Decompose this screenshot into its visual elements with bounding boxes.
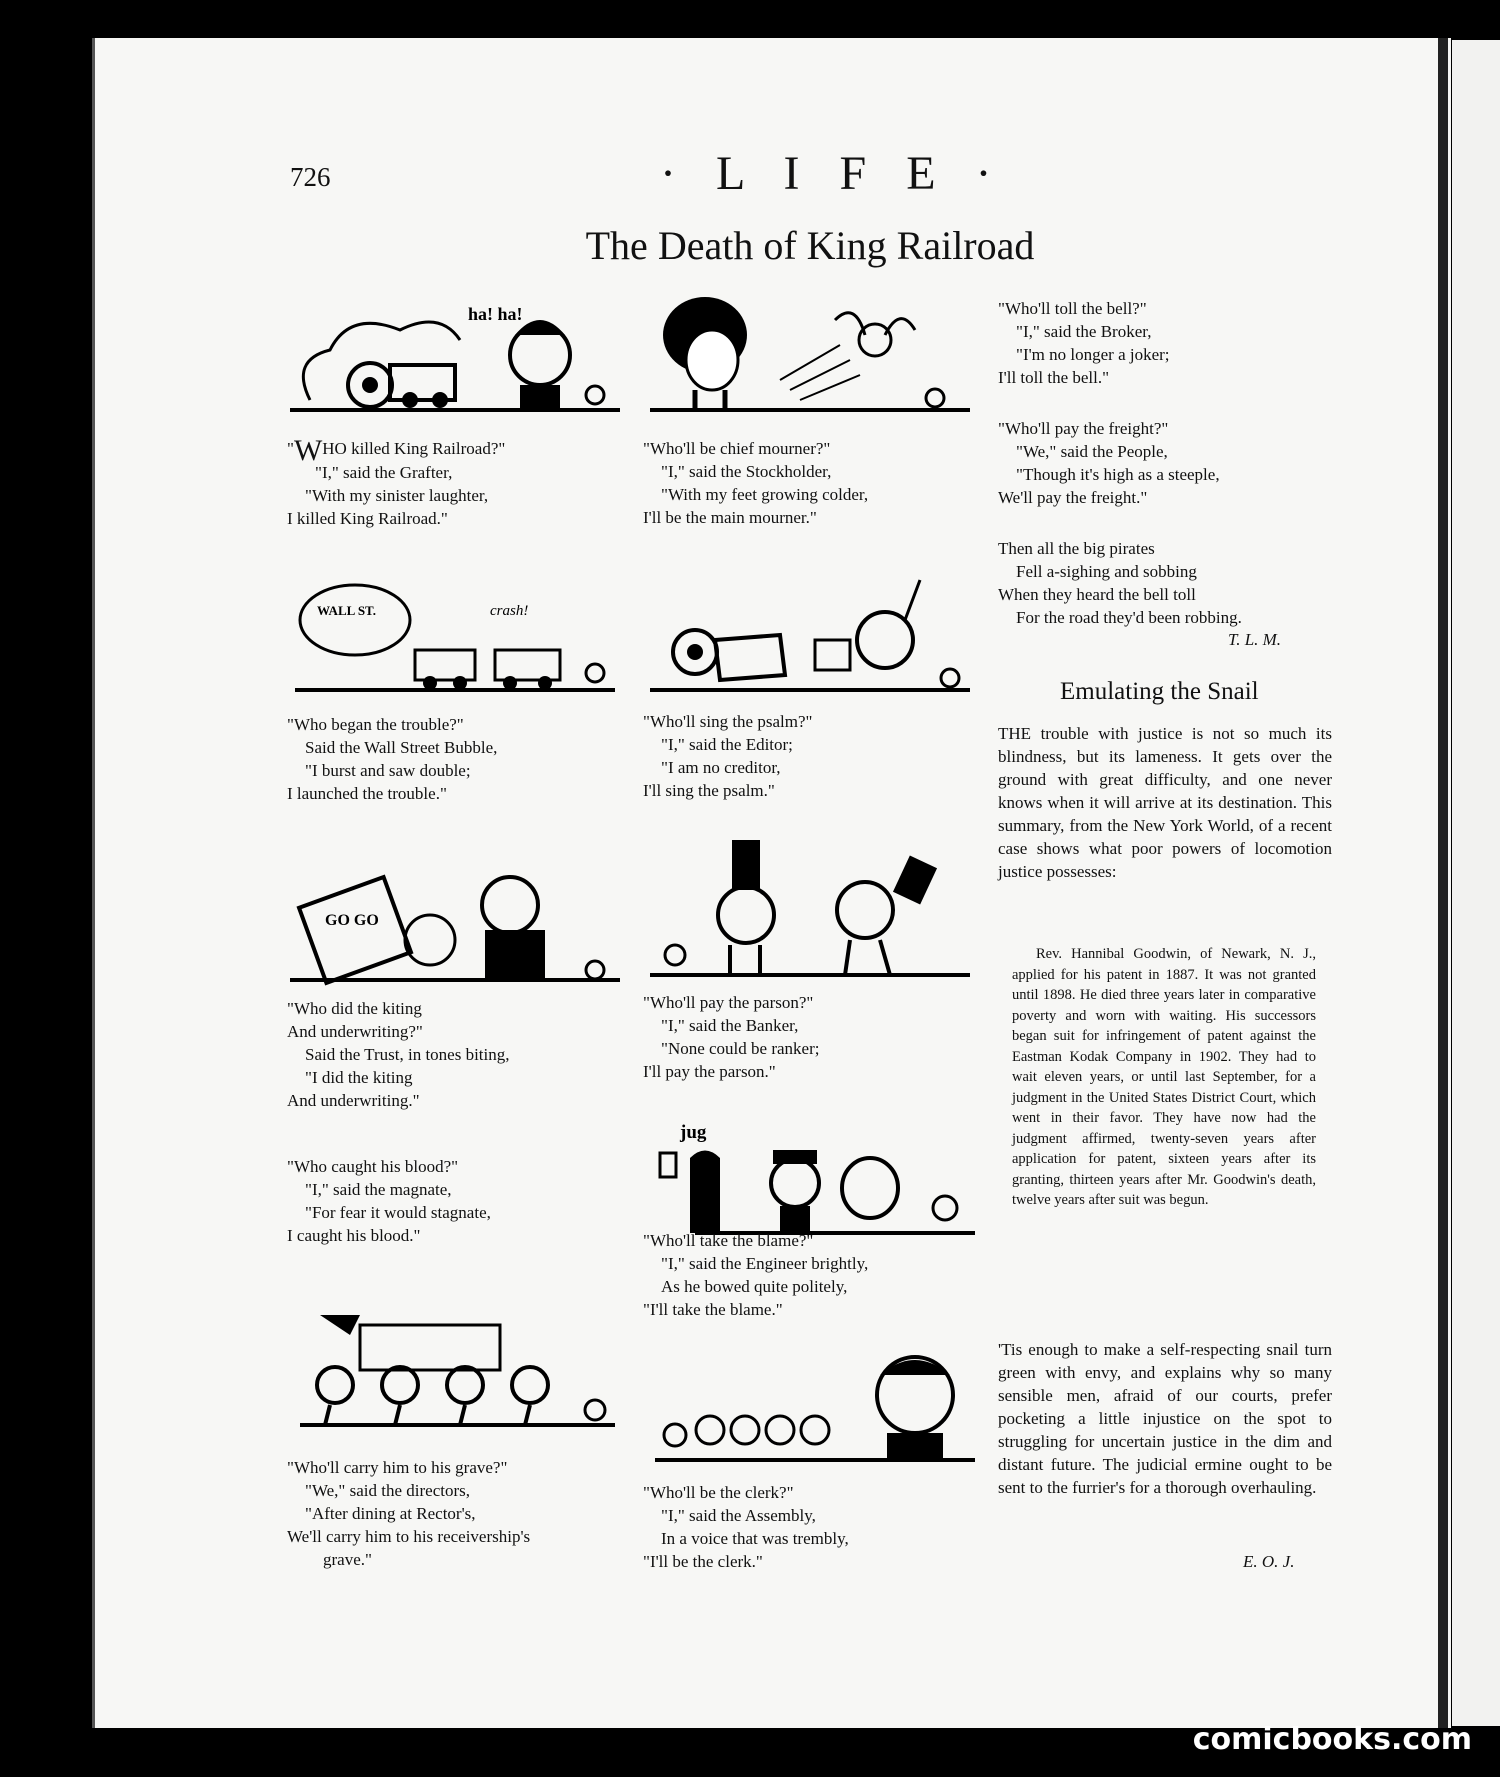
article-title: Emulating the Snail (1060, 678, 1259, 705)
verse-line: And underwriting." (287, 1091, 420, 1110)
cartoon-engineer-illustration (655, 1118, 975, 1238)
cartoon-directors-illustration (300, 1310, 615, 1430)
cartoon-editor-illustration (650, 580, 970, 695)
article-quote-text: Rev. Hannibal Goodwin, of Newark, N. J., applied for his patent in 1887. It was not granted until 1898. He died three years later in comparative poverty and worn with waiting. His successors began suit for infringement of patent against the Eastman Kodak Company in 1902. They had to wait eleven years, or until last September, for a judgment in the United States District Court, which went in their favor. They have now had the judgment affirmed, twenty-seven years after application for patent, sixteen years after its granting, thirteen years after Mr. Goodwin's death, twelve years after suit was begun. (1012, 946, 1316, 1208)
verse-line: "Who'll pay the parson?" (643, 993, 814, 1012)
verse-line: "I'm no longer a joker; (1016, 345, 1170, 364)
verse-line: "Though it's high as a steeple, (1016, 465, 1220, 484)
verse-line: "I'll be the clerk." (643, 1552, 763, 1571)
article-paragraph-2 (998, 1338, 1332, 1499)
verse-line: "Who'll toll the bell?" (998, 299, 1147, 318)
verse-line: "Who'll carry him to his grave?" (287, 1458, 508, 1477)
article-paragraph-1 (998, 722, 1332, 883)
masthead: · L I F E · (660, 147, 1006, 200)
verse-line: "After dining at Rector's, (305, 1504, 476, 1523)
stanza-4 (643, 710, 812, 802)
verse-line: grave." (323, 1550, 372, 1569)
stanza-8 (643, 1229, 868, 1321)
verse-line: I'll be the main mourner." (643, 508, 817, 527)
verse-line: "I," said the Engineer brightly, (661, 1254, 869, 1273)
stanza-11 (998, 297, 1170, 389)
verse-line: "I," said the magnate, (305, 1180, 452, 1199)
adjacent-page-edge (1452, 40, 1500, 1726)
poem-signature: T. L. M. (1228, 630, 1282, 649)
verse-line: "I'll take the blame." (643, 1300, 783, 1319)
stanza-2 (643, 437, 868, 529)
watermark: comicbooks.com (1192, 1722, 1472, 1757)
verse-line: "I," said the Banker, (661, 1016, 799, 1035)
verse-line: I launched the trouble." (287, 784, 447, 803)
verse-line: "Who'll be the clerk?" (643, 1483, 794, 1502)
verse-line: I'll sing the psalm." (643, 781, 775, 800)
verse-line: "We," said the directors, (305, 1481, 470, 1500)
verse-line: I'll toll the bell." (998, 368, 1110, 387)
verse-line: "None could be ranker; (661, 1039, 820, 1058)
stanza-13 (998, 537, 1242, 629)
stanza-10 (643, 1481, 849, 1573)
wall-st-text: WALL ST. (317, 603, 377, 618)
verse-line: "Who began the trouble?" (287, 715, 464, 734)
stanza-1 (287, 434, 506, 530)
verse-line: "I did the kiting (305, 1068, 413, 1087)
verse-line: "Who did the kiting (287, 999, 422, 1018)
article-quote (1012, 944, 1316, 1211)
verse-line: Said the Wall Street Bubble, (305, 738, 498, 757)
poem-title: The Death of King Railroad (585, 223, 1035, 268)
verse-line: Then all the big pirates (998, 539, 1155, 558)
crash-text: crash! (490, 603, 529, 619)
verse-line: "With my feet growing colder, (661, 485, 869, 504)
verse-line: "I," said the Assembly, (661, 1506, 816, 1525)
stanza-9 (287, 1456, 530, 1571)
verse-line: "I," said the Editor; (661, 735, 793, 754)
verse-line: "For fear it would stagnate, (305, 1203, 491, 1222)
verse-line: I killed King Railroad." (287, 509, 448, 528)
stanza-12 (998, 417, 1220, 509)
verse-line: "I," said the Stockholder, (661, 462, 832, 481)
verse-line: For the road they'd been robbing. (1016, 608, 1242, 627)
cartoon-assembly-illustration (655, 1345, 975, 1465)
verse-line: "I," said the Grafter, (315, 463, 453, 482)
verse-line: "I burst and saw double; (305, 761, 471, 780)
verse-line: And underwriting?" (287, 1022, 423, 1041)
cartoon-banker-illustration (650, 840, 970, 980)
cartoon-grafter-illustration (290, 290, 620, 415)
page-gutter (1438, 38, 1448, 1728)
verse-line: "Who caught his blood?" (287, 1157, 459, 1176)
cartoon-trust-illustration (290, 850, 620, 985)
verse-line: I caught his blood." (287, 1226, 421, 1245)
verse-line: Said the Trust, in tones biting, (305, 1045, 510, 1064)
verse-line: "Who'll be chief mourner?" (643, 439, 831, 458)
article-paragraph-text: 'Tis enough to make a self-respecting snail turn green with envy, and explains why so many sensible men, afraid of our courts, prefer pocketing a little injustice on the spot to struggling for uncertain justice in the dim and distant future. The judicial ermine ought to be sent to the furrier's for a thorough overhauling. (998, 1340, 1332, 1497)
page-number: 726 (290, 162, 331, 192)
verse-line: "Who'll take the blame?" (643, 1231, 814, 1250)
laugh-text: ha! ha! (468, 304, 523, 324)
article-paragraph-text: THE trouble with justice is not so much its blindness, but its lameness. It gets over the ground with great difficulty, and one never knows when it will arrive at its destination. This summary, from the New York World, of a recent case shows what poor powers of locomotion justice possesses: (998, 724, 1332, 881)
verse-line: As he bowed quite politely, (661, 1277, 848, 1296)
verse-line: "WHO killed King Railroad?" (287, 434, 506, 467)
stanza-3 (287, 713, 497, 805)
cartoon-mourner-illustration (650, 290, 970, 415)
stanza-6 (643, 991, 819, 1083)
cartoon-wall-street-illustration (295, 565, 615, 695)
verse-line: "I," said the Broker, (1016, 322, 1152, 341)
go-text: GO GO (325, 912, 379, 929)
verse-line: "With my sinister laughter, (305, 486, 489, 505)
verse-line: We'll carry him to his receivership's (287, 1527, 531, 1546)
article-signature: E. O. J. (1243, 1552, 1295, 1571)
jug-text: jug (680, 1122, 707, 1143)
stanza-7 (287, 1155, 491, 1247)
verse-line: We'll pay the freight." (998, 488, 1148, 507)
stanza-5 (287, 997, 510, 1112)
verse-line: When they heard the bell toll (998, 585, 1196, 604)
verse-line: Fell a-sighing and sobbing (1016, 562, 1197, 581)
verse-line: "I am no creditor, (661, 758, 781, 777)
verse-line: "Who'll sing the psalm?" (643, 712, 813, 731)
verse-line: I'll pay the parson." (643, 1062, 776, 1081)
verse-line: "Who'll pay the freight?" (998, 419, 1169, 438)
verse-line: "We," said the People, (1016, 442, 1168, 461)
verse-line: In a voice that was trembly, (661, 1529, 849, 1548)
verse-line-text: HO killed King Railroad?" (322, 439, 506, 458)
